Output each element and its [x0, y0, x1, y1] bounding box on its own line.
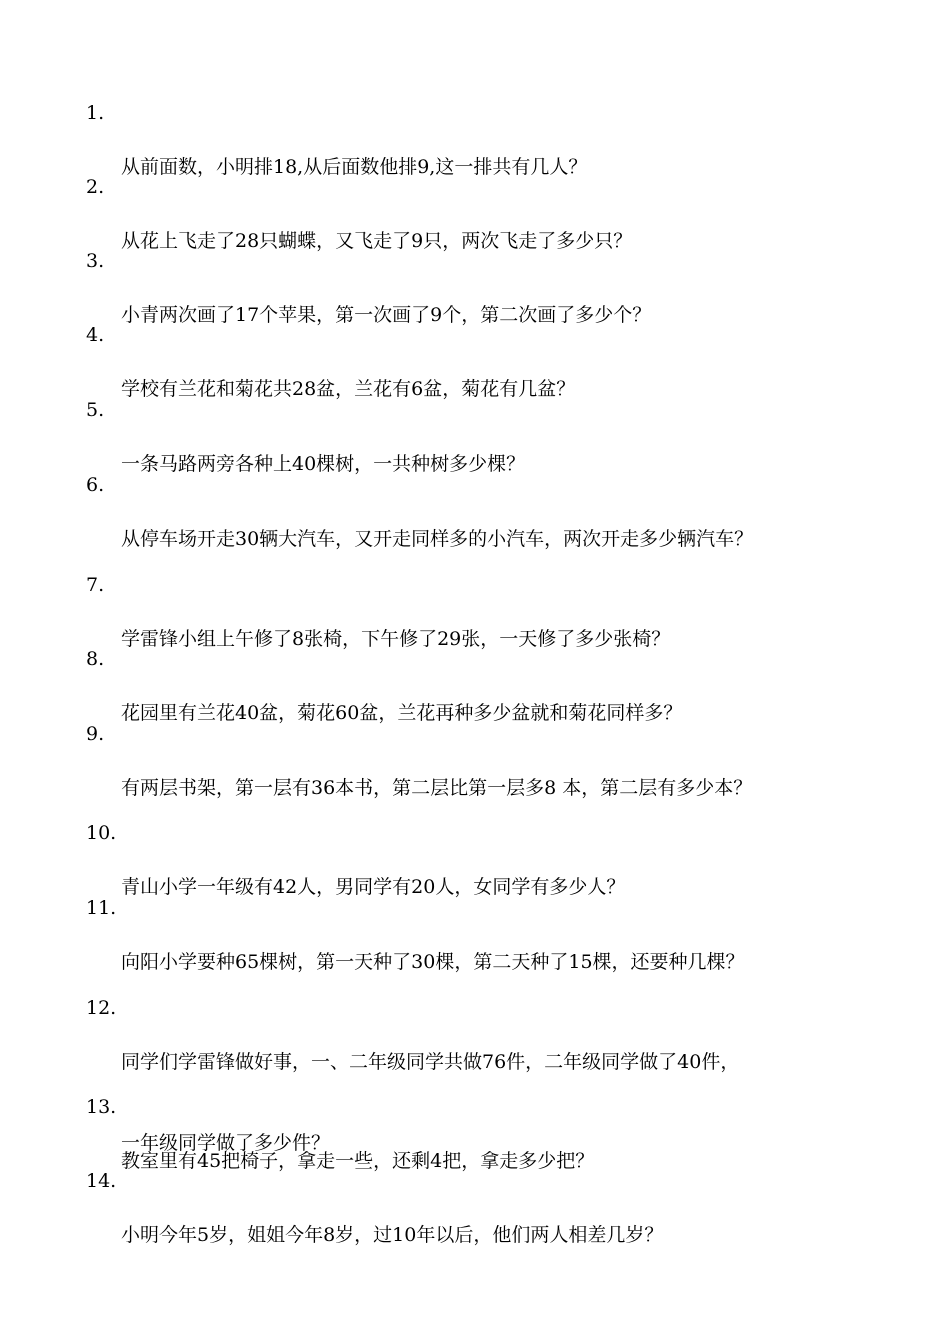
problem-number: 12. [86, 997, 117, 1019]
problem-number: 7. [86, 574, 105, 596]
problem-line: 学校有兰花和菊花共28盆，兰花有6盆，菊花有几盆？ [121, 378, 576, 400]
problem-number: 2. [86, 176, 105, 198]
problem-number: 11. [86, 897, 117, 919]
problem-line: 一条马路两旁各种上40棵树，一共种树多少棵？ [121, 453, 526, 475]
problem-line: 学雷锋小组上午修了8张椅，下午修了29张，一天修了多少张椅？ [121, 628, 671, 650]
problem-number: 10. [86, 822, 117, 844]
problem-number: 4. [86, 324, 105, 346]
problem-line: 从前面数，小明排18,从后面数他排9,这一排共有几人？ [121, 156, 588, 178]
problem-number: 3. [86, 250, 105, 272]
problem-line: 有两层书架，第一层有36本书，第二层比第一层多8 本，第二层有多少本？ [121, 777, 753, 799]
problem-14 [86, 1168, 906, 1303]
problem-number: 6. [86, 474, 105, 496]
problem-line: 教室里有45把椅子，拿走一些，还剩4把，拿走多少把？ [121, 1150, 595, 1172]
problem-line: 同学们学雷锋做好事，一、二年级同学共做76件，二年级同学做了40件， [121, 1051, 740, 1073]
problem-line: 从花上飞走了28只蝴蝶，又飞走了9只，两次飞走了多少只？ [121, 230, 633, 252]
problem-line: 向阳小学要种65棵树，第一天种了30棵，第二天种了15棵，还要种几棵？ [121, 951, 745, 973]
problem-line: 一年级同学做了多少件？ [121, 1132, 331, 1154]
problem-line: 花园里有兰花40盆，菊花60盆，兰花再种多少盆就和菊花同样多？ [121, 702, 683, 724]
problem-number: 14. [86, 1170, 117, 1192]
problem-number: 5. [86, 399, 105, 421]
problem-number: 1. [86, 102, 105, 124]
problem-line: 小明今年5岁，姐姐今年8岁，过10年以后，他们两人相差几岁？ [121, 1224, 664, 1246]
problem-number: 8. [86, 648, 105, 670]
problem-line: 小青两次画了17个苹果，第一次画了9个，第二次画了多少个？ [121, 304, 652, 326]
problem-line: 青山小学一年级有42人，男同学有20人，女同学有多少人？ [121, 876, 626, 898]
problem-number: 9. [86, 723, 105, 745]
problem-text [121, 1168, 906, 1303]
problem-line: 从停车场开走30辆大汽车，又开走同样多的小汽车，两次开走多少辆汽车？ [121, 528, 754, 550]
problem-number: 13. [86, 1096, 117, 1118]
